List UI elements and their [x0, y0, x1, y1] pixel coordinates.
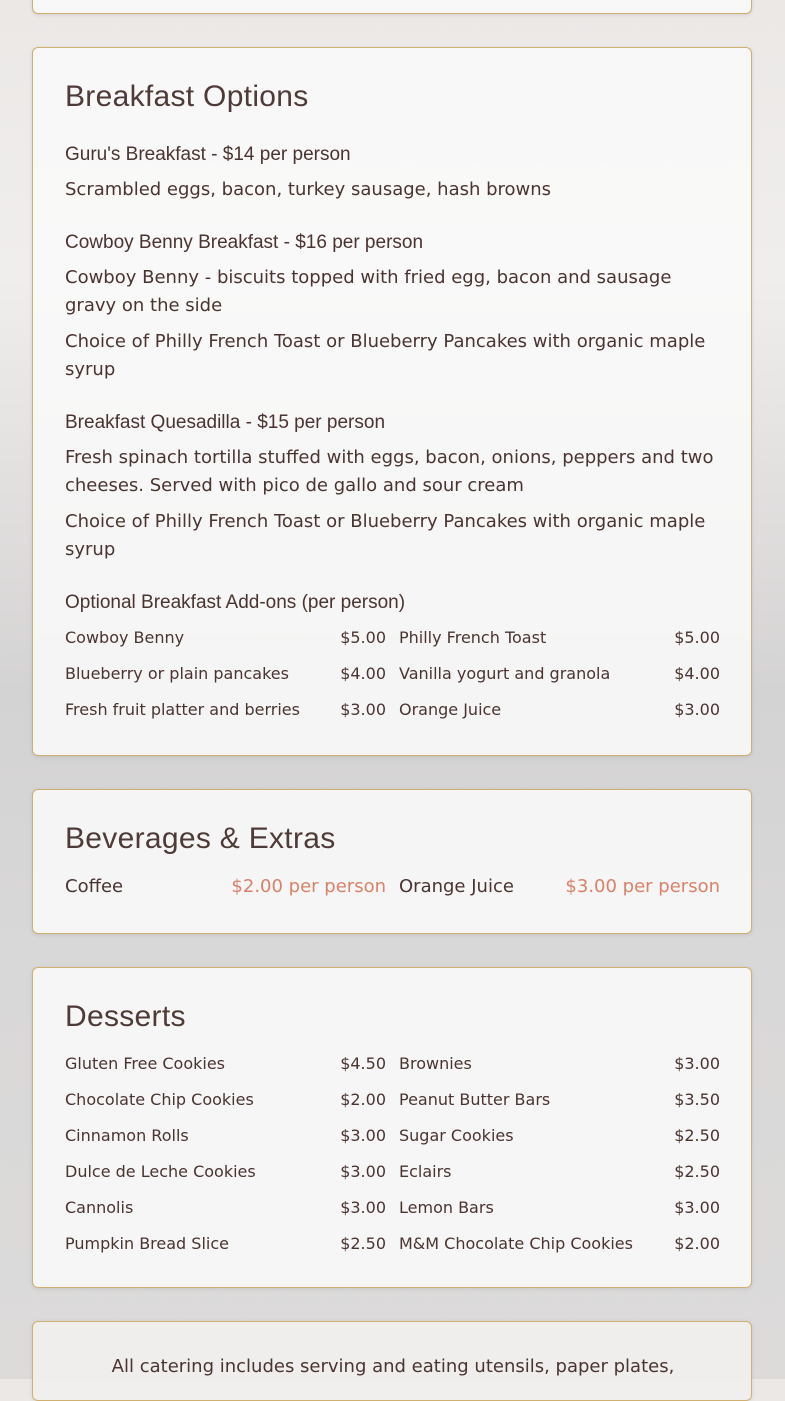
- addon-name: Blueberry or plain pancakes: [65, 664, 289, 683]
- addon-name: Cowboy Benny: [65, 628, 185, 647]
- dessert-row: [65, 1090, 720, 1114]
- beverages-card: [32, 789, 752, 934]
- dessert-price: $3.50: [674, 1090, 720, 1109]
- dessert-price: $3.00: [674, 1054, 720, 1073]
- beverage-name: Coffee: [65, 876, 124, 897]
- dessert-name: Lemon Bars: [399, 1198, 494, 1217]
- dessert-row: [65, 1198, 720, 1222]
- addon-price: $5.00: [340, 628, 386, 647]
- dessert-row: [65, 1234, 720, 1258]
- dessert-row: [65, 1126, 720, 1150]
- catering-note-card: [32, 1321, 752, 1401]
- cowboy-benny-desc-2: Choice of Philly French Toast or Blueberry Pancakes with organic maple syrup: [65, 331, 706, 380]
- addon-row: [65, 628, 720, 652]
- previous-menu-card: [32, 0, 752, 14]
- addons-title: Optional Breakfast Add-ons (per person): [65, 592, 406, 613]
- addon-row: [65, 700, 720, 724]
- addon-price: $4.00: [340, 664, 386, 683]
- dessert-price: $4.50: [340, 1054, 386, 1073]
- dessert-price: $2.00: [340, 1090, 386, 1109]
- dessert-name: Pumpkin Bread Slice: [65, 1234, 229, 1253]
- addon-name: Vanilla yogurt and granola: [399, 664, 611, 683]
- addon-name: Fresh fruit platter and berries: [65, 700, 300, 719]
- dessert-price: $3.00: [340, 1126, 386, 1145]
- dessert-row: [65, 1162, 720, 1186]
- breakfast-options-card: [32, 47, 752, 756]
- dessert-name: Eclairs: [399, 1162, 452, 1181]
- beverages-title: Beverages & Extras: [65, 822, 336, 855]
- desserts-title: Desserts: [65, 1000, 186, 1033]
- dessert-name: Peanut Butter Bars: [399, 1090, 551, 1109]
- breakfast-options-title: Breakfast Options: [65, 80, 309, 113]
- cowboy-benny-desc-1: Cowboy Benny - biscuits topped with fried egg, bacon and sausage gravy on the side: [65, 267, 672, 316]
- dessert-price: $2.00: [674, 1234, 720, 1253]
- addon-name: Philly French Toast: [399, 628, 547, 647]
- dessert-price: $3.00: [674, 1198, 720, 1217]
- cowboy-benny-title: Cowboy Benny Breakfast - $16 per person: [65, 232, 424, 253]
- breakfast-quesadilla-title: Breakfast Quesadilla - $15 per person: [65, 412, 386, 433]
- dessert-price: $2.50: [674, 1126, 720, 1145]
- addon-row: [65, 664, 720, 688]
- dessert-price: $2.50: [674, 1162, 720, 1181]
- dessert-name: Gluten Free Cookies: [65, 1054, 226, 1073]
- beverage-price: $3.00 per person: [565, 876, 720, 897]
- addon-price: $3.00: [340, 700, 386, 719]
- breakfast-quesadilla-desc-2: Choice of Philly French Toast or Blueberry Pancakes with organic maple syrup: [65, 511, 706, 560]
- beverage-price: $2.00 per person: [231, 876, 386, 897]
- dessert-price: $3.00: [340, 1162, 386, 1181]
- dessert-name: Cinnamon Rolls: [65, 1126, 189, 1145]
- dessert-name: Sugar Cookies: [399, 1126, 514, 1145]
- dessert-name: Cannolis: [65, 1198, 134, 1217]
- dessert-price: $3.00: [340, 1198, 386, 1217]
- catering-note-text: All catering includes serving and eating utensils, paper plates,: [111, 1356, 675, 1377]
- dessert-name: M&M Chocolate Chip Cookies: [399, 1234, 633, 1253]
- gurus-breakfast-desc: Scrambled eggs, bacon, turkey sausage, hash browns: [65, 179, 552, 200]
- addon-price: $4.00: [674, 664, 720, 683]
- dessert-row: [65, 1054, 720, 1078]
- addon-name: Orange Juice: [399, 700, 502, 719]
- addon-price: $5.00: [674, 628, 720, 647]
- addon-price: $3.00: [674, 700, 720, 719]
- beverage-name: Orange Juice: [399, 876, 514, 897]
- dessert-price: $2.50: [340, 1234, 386, 1253]
- gurus-breakfast-title: Guru's Breakfast - $14 per person: [65, 144, 351, 165]
- dessert-name: Brownies: [399, 1054, 472, 1073]
- dessert-name: Chocolate Chip Cookies: [65, 1090, 254, 1109]
- breakfast-quesadilla-desc-1: Fresh spinach tortilla stuffed with eggs, bacon, onions, peppers and two cheeses. Served with pico de gallo and sour cream: [65, 447, 714, 496]
- desserts-card: [32, 967, 752, 1288]
- dessert-name: Dulce de Leche Cookies: [65, 1162, 256, 1181]
